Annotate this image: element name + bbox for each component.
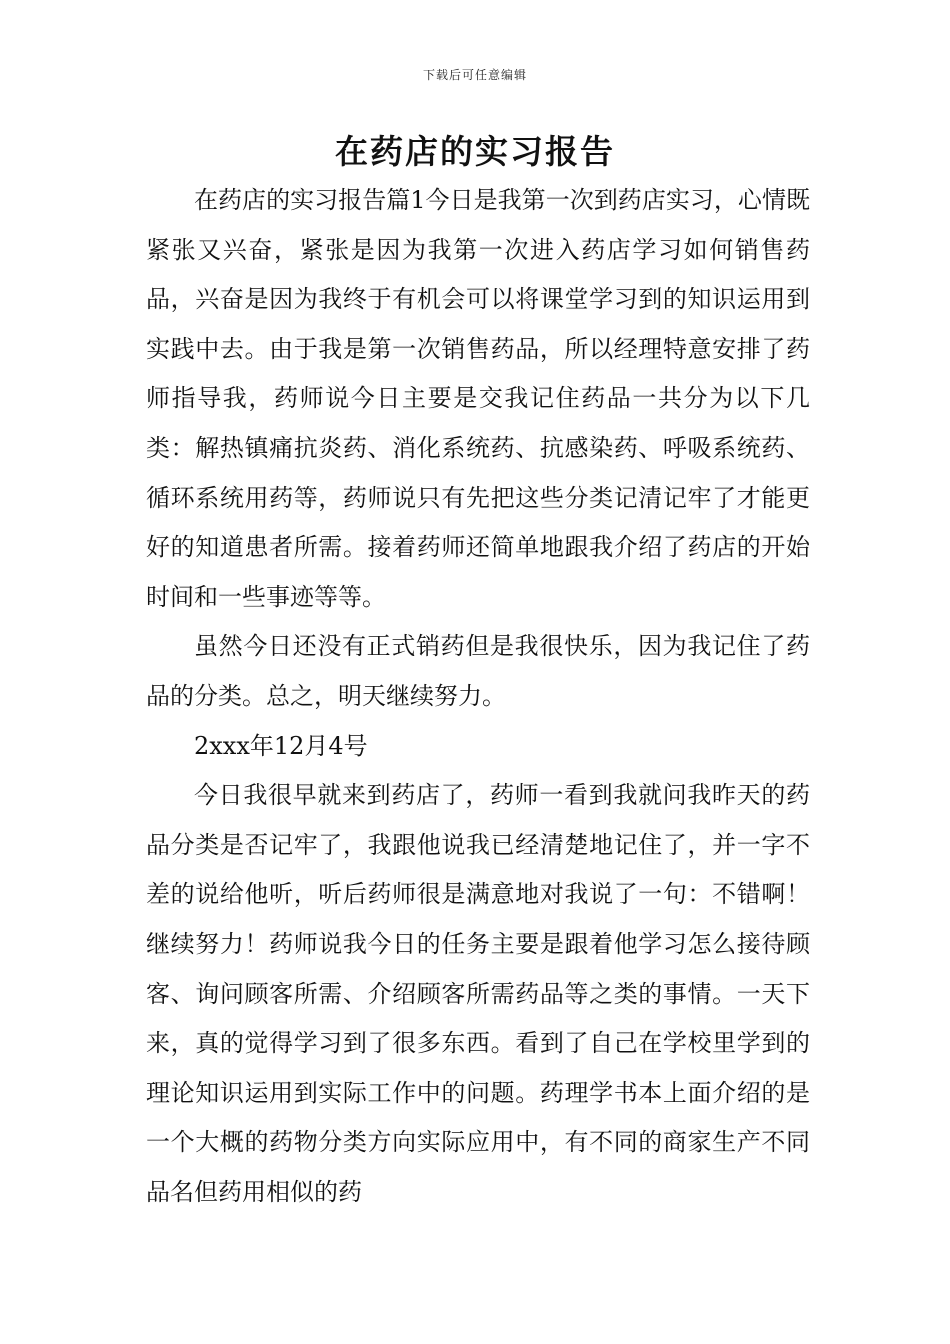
- paragraph-intro: 在药店的实习报告篇1今日是我第一次到药店实习，心情既紧张又兴奋，紧张是因为我第一次进入药店学习如何销售药品，兴奋是因为我终于有机会可以将课堂学习到的知识运用到实践中去。由于我是第一次销售药品，所以经理特意安排了药师指导我，药师说今日主要是交我记住药品一共分为以下几类：解热镇痛抗炎药、消化系统药、抗感染药、呼吸系统药、循环系统用药等，药师说只有先把这些分类记清记牢了才能更好的知道患者所需。接着药师还简单地跟我介绍了药店的开始时间和一些事迹等等。: [146, 186, 810, 611]
- paragraph-summary: 虽然今日还没有正式销药但是我很快乐，因为我记住了药品的分类。总之，明天继续努力。: [146, 632, 810, 710]
- paragraph-day-two: 今日我很早就来到药店了，药师一看到我就问我昨天的药品分类是否记牢了，我跟他说我已经清楚地记住了，并一字不差的说给他听，听后药师很是满意地对我说了一句：不错啊！继续努力！药师说我今日的任务主要是跟着他学习怎么接待顾客、询问顾客所需、介绍顾客所需药品等之类的事情。一天下来，真的觉得学习到了很多东西。看到了自己在学校里学到的理论知识运用到实际工作中的问题。药理学书本上面介绍的是一个大概的药物分类方向实际应用中，有不同的商家生产不同品名但药用相似的药: [146, 781, 810, 1206]
- header-note: 下载后可任意编辑: [422, 68, 527, 82]
- paragraph-date: 2xxx年12月4号: [194, 731, 368, 760]
- page-title: 在药店的实习报告: [335, 132, 615, 171]
- document-body: [146, 176, 810, 1217]
